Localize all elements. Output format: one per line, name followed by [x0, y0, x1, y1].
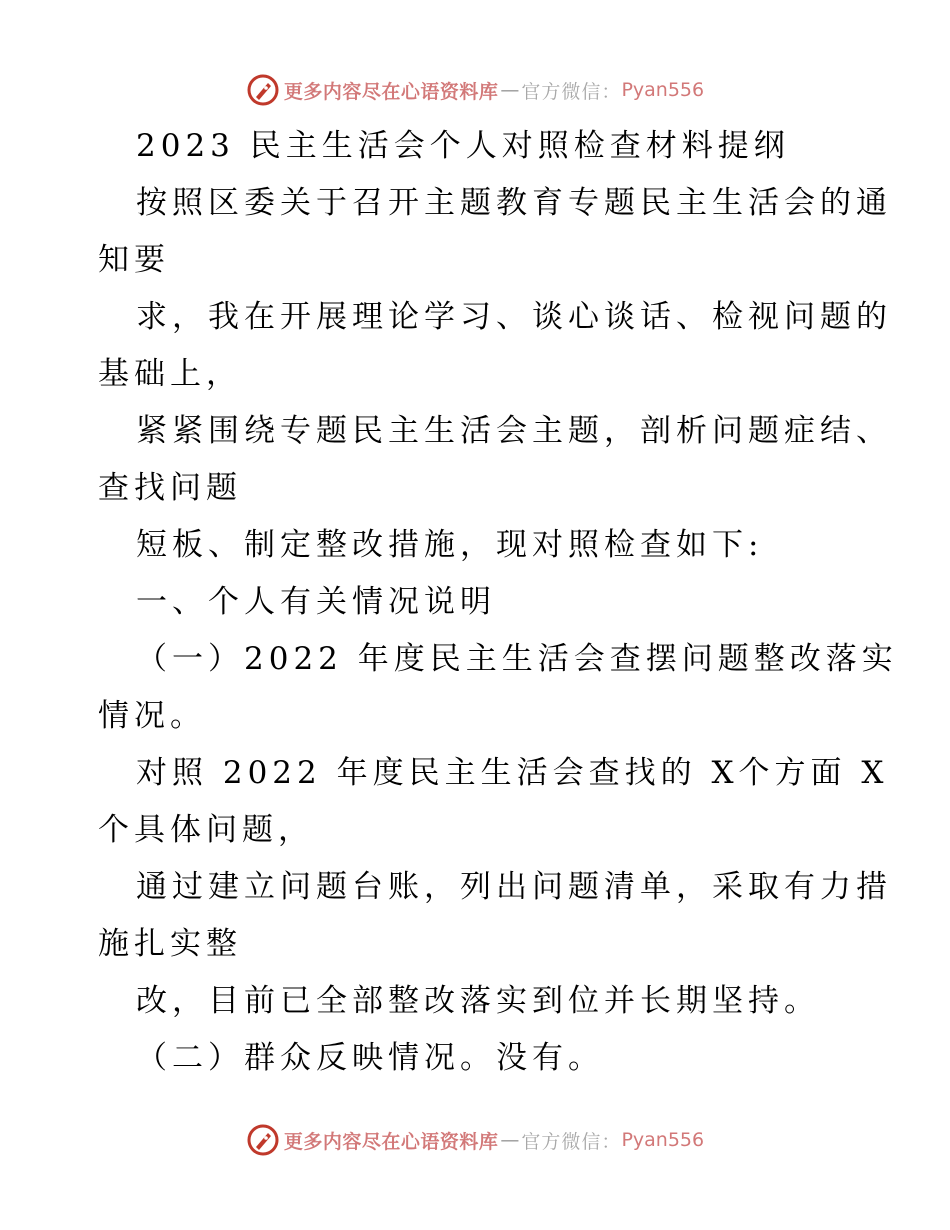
watermark-wechat-id: Pyan556: [621, 1129, 705, 1151]
document-line: 一、个人有关情况说明: [136, 584, 496, 620]
watermark-sub-text: 官方微信：: [521, 1130, 622, 1153]
document-line: 通过建立问题台账，列出问题清单，采取有力措: [136, 869, 892, 905]
document-body: [98, 118, 898, 1087]
document-line: 紧紧围绕专题民主生活会主题，剖析问题症结、: [136, 413, 892, 449]
document-line: 对照 2022 年度民主生活会查找的 X个方面 X: [136, 755, 889, 791]
document-line: 按照区委关于召开主题教育专题民主生活会的通: [136, 185, 892, 221]
document-line: 情况。: [98, 698, 206, 734]
document-line: 个具体问题，: [98, 812, 314, 848]
document-line: （一）2022 年度民主生活会查摆问题整改落实: [136, 641, 898, 677]
watermark-main-text: 更多内容尽在心语资料库: [283, 1130, 499, 1153]
document-line: 施扎实整: [98, 926, 242, 962]
document-title: 2023 民主生活会个人对照检查材料提纲: [136, 128, 790, 164]
watermark-dash: —: [500, 79, 520, 101]
document-line: 短板、制定整改措施，现对照检查如下:: [136, 527, 764, 563]
document-line: 知要: [98, 242, 170, 278]
document-line: 求，我在开展理论学习、谈心谈话、检视问题的: [136, 299, 892, 335]
document-line: 基础上，: [98, 356, 242, 392]
watermark-wechat-id: Pyan556: [621, 79, 705, 101]
pen-nib-icon: [246, 73, 280, 107]
document-line: （二）群众反映情况。没有。: [136, 1040, 604, 1076]
document-line: 改，目前已全部整改落实到位并长期坚持。: [136, 983, 820, 1019]
watermark-header: [0, 70, 950, 110]
watermark-dash: —: [500, 1129, 520, 1151]
pen-nib-icon: [246, 1123, 280, 1157]
watermark-main-text: 更多内容尽在心语资料库: [283, 80, 499, 103]
document-line: 查找问题: [98, 470, 242, 506]
watermark-footer: [0, 1120, 950, 1160]
watermark-sub-text: 官方微信：: [521, 80, 622, 103]
